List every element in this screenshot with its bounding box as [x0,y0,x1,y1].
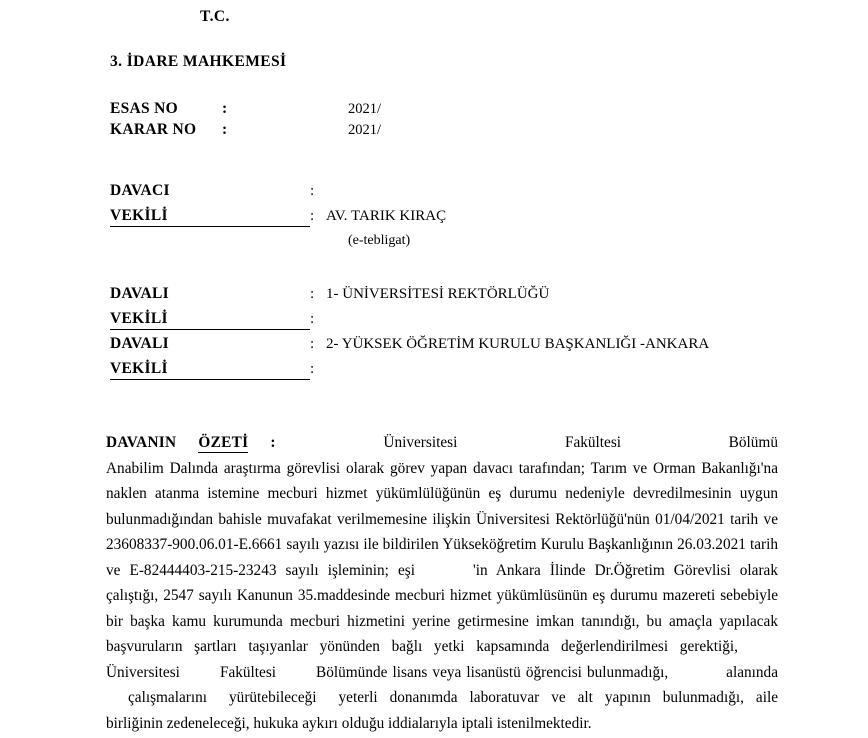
vekili-colon: : [310,208,315,224]
vekili-label: VEKİLİ [110,207,310,227]
line-word-3-3: yürütebileceği [229,689,317,706]
header-court-name: 3. İDARE MAHKEMESİ [110,53,287,70]
line-word-3-1: alanında [726,663,778,681]
case-summary-body: Anabilim Dalında araştırma görevlisi olarak görev yapan davacı tarafından; Tarım ve Orman Bakanlığı'na naklen atanma istemine mecburi hizmet yükümlülüğünün eş durumu nedeniyle devredilmesinin uygun bulunmadığından bahisle muvafakat verilmemesine ilişkin Üniversitesi Rektörlüğü'nün 01/04/2021 tarih ve 23608337-900.06.01-E.6661 sayılı yazısı ile bildirilen Yükseköğretim Kurulu Başkanlığının 26.03.2021 tarih ve E-82444403-215-23243 sayılı işleminin; eşi [106,459,778,579]
case-number-row [110,100,381,118]
defendant-1-attorney-row [110,310,850,335]
plaintiff-row [110,182,810,207]
davaci-label: DAVACI [110,182,170,199]
case-summary-body-cont: 'in Ankara İlinde Dr.Öğretim Görevlisi olarak çalıştığı, 2547 sayılı Kanunun 35.maddesinde mecburi hizmet yükümlüsünün eş durumu mazereti sebebiyle bir başka kamu kurumunda mecburi hizmetini yerine getirmesine imkan tanındığı, bu amaçla yapılacak başvuruların şartları taşıyanlar yönünden bağlı yetki kapsamında değerlendirilmesi gerektiği, [106,561,778,655]
heading-colon: : [270,434,276,451]
plaintiff-attorney-row [110,207,810,232]
decision-number-row [110,121,381,139]
karar-no-colon: : [222,121,228,138]
esas-no-label: ESAS NO [110,100,178,117]
plaintiff-block [110,182,810,255]
davaci-colon: : [310,183,315,199]
e-notification-note: (e-tebligat) [348,233,411,248]
line-word-3-4: yeterli [338,689,378,706]
defendant-block [110,285,850,385]
davali-1-value: 1- ÜNİVERSİTESİ REKTÖRLÜĞÜ [326,286,550,302]
case-summary-first-line [106,430,778,456]
first-line-word-2: Fakültesi [564,434,622,451]
line-word-2-1: Üniversitesi [106,663,180,681]
defendant-2-row [110,335,850,360]
esas-no-value: 2021/ [348,101,382,117]
vekili-1-label: VEKİLİ [110,310,310,330]
line-word-2-3: Bölümünde lisans veya [316,663,462,681]
davali-2-value: 2- YÜKSEK ÖĞRETİM KURULU BAŞKANLIĞI -ANKARA [326,336,710,352]
davali-2-label: DAVALI [110,335,169,352]
first-line-word-3: Bölümü [728,434,778,451]
header-tc: T.C. [200,8,230,25]
davali-1-colon: : [310,286,315,302]
vekili-value: AV. TARIK KIRAÇ [326,208,447,224]
davali-1-label: DAVALI [110,285,169,302]
davanin-word: DAVANIN [106,434,177,451]
vekili-2-colon: : [310,361,315,377]
defendant-2-attorney-row [110,360,850,385]
case-summary [106,430,778,736]
vekili-2-label: VEKİLİ [110,360,310,380]
line-word-3-2: çalışmalarını [128,689,208,706]
karar-no-value: 2021/ [348,122,382,138]
case-summary-body-end-1: lisanüstü öğrencisi bulunmadığı, [466,663,669,681]
first-line-word-1: Üniversitesi [383,434,458,451]
defendant-1-row [110,285,850,310]
davanin-ozeti-heading [106,430,276,456]
ozeti-word: ÖZETİ [198,434,249,451]
karar-no-label: KARAR NO [110,121,197,138]
case-summary-body-end-2: donanımda laboratuvar ve alt yapının bulunmadığı, aile birliğinin zedeneleceği, hukuka aykırı olduğu iddialarıyla iptali istenilmektedir. [106,689,778,732]
case-number-block [110,100,381,142]
esas-no-colon: : [222,100,228,117]
vekili-1-colon: : [310,311,315,327]
davali-2-colon: : [310,336,315,352]
line-word-2-2: Fakültesi [219,663,277,681]
